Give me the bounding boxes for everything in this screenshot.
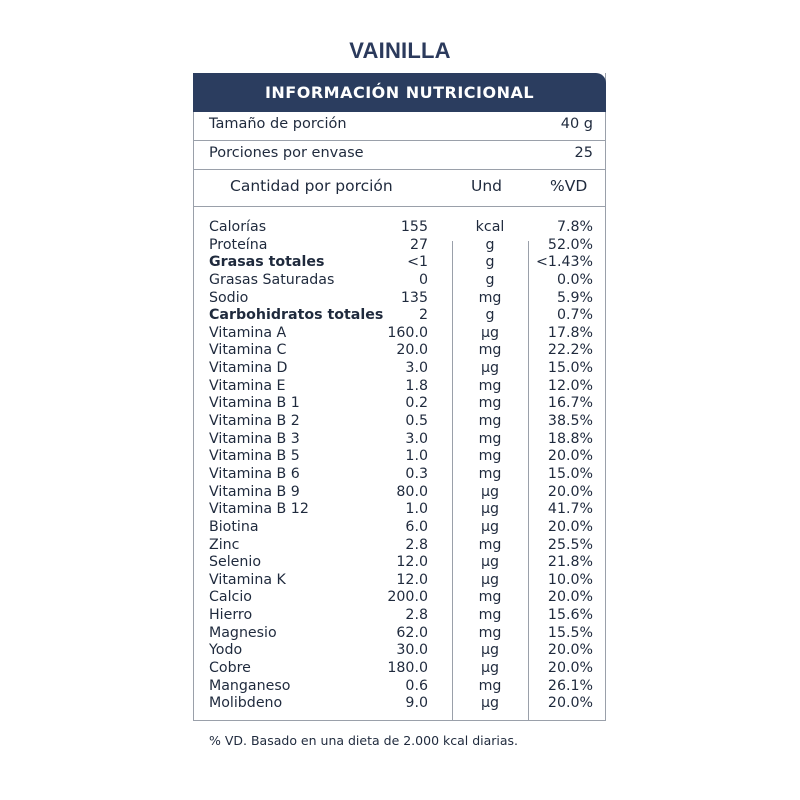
dv-column-header: %VD [550, 177, 588, 195]
nutrient-row [194, 272, 605, 290]
nutrient-unit: µg [480, 660, 500, 677]
nutrient-row [194, 448, 605, 466]
nutrient-dv: <1.43% [536, 254, 593, 271]
nutrient-dv: 20.0% [547, 589, 593, 606]
nutrient-amount: 2 [418, 307, 428, 324]
nutrient-name: Vitamina B 6 [209, 465, 300, 482]
nutrient-name: Molibdeno [209, 695, 283, 712]
nutrient-unit: µg [480, 360, 500, 377]
nutrient-unit: mg [478, 377, 502, 394]
nutrient-dv: 12.0% [547, 377, 593, 394]
nutrient-amount: 12.0 [396, 571, 428, 588]
nutrient-row [194, 219, 605, 237]
nutrient-unit: g [485, 271, 495, 288]
nutrient-row [194, 678, 605, 696]
nutrient-amount: 200.0 [387, 589, 428, 606]
nutrient-dv: 0.7% [556, 307, 593, 324]
nutrient-unit: µg [480, 501, 500, 518]
amount-column-header: Cantidad por porción [230, 177, 393, 195]
nutrient-unit: mg [478, 589, 502, 606]
nutrient-amount: <1 [407, 254, 428, 271]
nutrient-row [194, 254, 605, 272]
nutrient-name: Vitamina B 1 [209, 395, 300, 412]
nutrient-unit: mg [478, 448, 502, 465]
servings-per-container-row [194, 141, 605, 170]
nutrient-unit: mg [478, 395, 502, 412]
nutrient-dv: 7.8% [556, 219, 593, 235]
nutrient-list [194, 219, 605, 713]
nutrient-name: Yodo [209, 642, 243, 659]
nutrient-row [194, 501, 605, 519]
nutrient-name: Vitamina E [209, 377, 286, 394]
nutrient-amount: 30.0 [396, 642, 428, 659]
nutrient-name: Vitamina B 9 [209, 483, 300, 500]
nutrient-name: Hierro [209, 607, 253, 624]
nutrient-unit: mg [478, 342, 502, 359]
nutrient-row [194, 413, 605, 431]
nutrient-unit: mg [478, 536, 502, 553]
nutrient-unit: g [485, 236, 495, 253]
nutrient-unit: g [485, 307, 495, 324]
nutrient-unit: mg [478, 430, 502, 447]
nutrient-name: Magnesio [209, 624, 277, 641]
nutrient-amount: 155 [400, 219, 428, 235]
nutrient-dv: 38.5% [547, 413, 593, 430]
nutrient-dv: 52.0% [547, 236, 593, 253]
nutrient-row [194, 572, 605, 590]
nutrient-unit: mg [478, 607, 502, 624]
nutrient-row [194, 378, 605, 396]
nutrient-row [194, 484, 605, 502]
nutrient-dv: 41.7% [547, 501, 593, 518]
column-header-row [194, 170, 605, 207]
nutrient-dv: 18.8% [547, 430, 593, 447]
nutrient-amount: 2.8 [405, 536, 428, 553]
nutrient-amount: 1.8 [405, 377, 428, 394]
servings-per-container-value: 25 [574, 145, 593, 161]
nutrient-row [194, 360, 605, 378]
nutrient-name: Sodio [209, 289, 249, 306]
nutrient-dv: 10.0% [547, 571, 593, 588]
nutrient-dv: 20.0% [547, 642, 593, 659]
nutrient-dv: 0.0% [556, 271, 593, 288]
nutrient-unit: µg [480, 571, 500, 588]
nutrient-unit: mg [478, 624, 502, 641]
nutrient-row [194, 342, 605, 360]
nutrient-name: Vitamina K [209, 571, 286, 588]
nutrient-amount: 3.0 [405, 360, 428, 377]
nutrient-unit: g [485, 254, 495, 271]
product-title: VAINILLA [349, 38, 451, 63]
nutrition-facts-panel [193, 73, 606, 721]
nutrient-row [194, 554, 605, 572]
nutrient-dv: 25.5% [547, 536, 593, 553]
nutrient-unit: mg [478, 677, 502, 694]
nutrient-dv: 20.0% [547, 448, 593, 465]
nutrient-amount: 6.0 [405, 518, 428, 535]
nutrient-name: Calorías [209, 219, 267, 235]
nutrient-amount: 160.0 [387, 324, 428, 341]
nutrient-row [194, 325, 605, 343]
nutrient-amount: 1.0 [405, 501, 428, 518]
nutrient-name: Carbohidratos totales [209, 307, 384, 324]
nutrient-amount: 0.2 [405, 395, 428, 412]
nutrient-amount: 135 [400, 289, 428, 306]
nutrient-row [194, 290, 605, 308]
nutrient-unit: µg [480, 554, 500, 571]
nutrient-amount: 1.0 [405, 448, 428, 465]
nutrient-unit: mg [478, 465, 502, 482]
nutrient-dv: 15.0% [547, 360, 593, 377]
nutrient-dv: 15.0% [547, 465, 593, 482]
nutrient-name: Vitamina B 3 [209, 430, 300, 447]
nutrient-name: Vitamina D [209, 360, 288, 377]
nutrient-unit: µg [480, 518, 500, 535]
nutrient-unit: µg [480, 642, 500, 659]
nutrient-amount: 12.0 [396, 554, 428, 571]
nutrient-name: Proteína [209, 236, 268, 253]
nutrient-row [194, 660, 605, 678]
nutrient-row [194, 466, 605, 484]
nutrient-dv: 20.0% [547, 483, 593, 500]
nutrient-dv: 26.1% [547, 677, 593, 694]
nutrient-row [194, 395, 605, 413]
nutrient-row [194, 625, 605, 643]
nutrient-name: Vitamina B 5 [209, 448, 300, 465]
nutrient-name: Manganeso [209, 677, 291, 694]
nutrient-amount: 80.0 [396, 483, 428, 500]
nutrient-unit: µg [480, 324, 500, 341]
nutrient-name: Grasas totales [209, 254, 325, 271]
nutrient-name: Grasas Saturadas [209, 271, 335, 288]
nutrient-name: Vitamina B 12 [209, 501, 309, 518]
nutrient-name: Selenio [209, 554, 262, 571]
nutrient-row [194, 431, 605, 449]
nutrient-dv: 20.0% [547, 695, 593, 712]
nutrient-name: Biotina [209, 518, 259, 535]
serving-size-value: 40 g [560, 116, 593, 132]
nutrient-amount: 0.5 [405, 413, 428, 430]
nutrient-row [194, 537, 605, 555]
panel-header: INFORMACIÓN NUTRICIONAL [193, 73, 606, 112]
nutrient-amount: 180.0 [387, 660, 428, 677]
nutrient-name: Vitamina C [209, 342, 287, 359]
nutrient-dv: 16.7% [547, 395, 593, 412]
nutrient-dv: 21.8% [547, 554, 593, 571]
nutrient-amount: 20.0 [396, 342, 428, 359]
unit-column-header: Und [471, 177, 503, 195]
nutrient-name: Vitamina B 2 [209, 413, 300, 430]
nutrient-name: Cobre [209, 660, 251, 677]
nutrient-amount: 0 [418, 271, 428, 288]
nutrient-amount: 0.6 [405, 677, 428, 694]
nutrient-row [194, 237, 605, 255]
nutrient-amount: 62.0 [396, 624, 428, 641]
nutrient-name: Zinc [209, 536, 240, 553]
nutrient-name: Calcio [209, 589, 252, 606]
nutrient-unit: µg [480, 695, 500, 712]
nutrient-unit: mg [478, 289, 502, 306]
nutrient-amount: 2.8 [405, 607, 428, 624]
nutrient-dv: 22.2% [547, 342, 593, 359]
nutrient-row [194, 607, 605, 625]
nutrient-dv: 15.5% [547, 624, 593, 641]
serving-size-row [194, 112, 605, 141]
nutrient-amount: 27 [409, 236, 428, 253]
nutrient-dv: 20.0% [547, 660, 593, 677]
nutrient-row [194, 589, 605, 607]
nutrient-row [194, 695, 605, 713]
nutrient-amount: 9.0 [405, 695, 428, 712]
nutrient-row [194, 642, 605, 660]
servings-per-container-label: Porciones por envase [209, 145, 364, 161]
serving-size-label: Tamaño de porción [209, 116, 347, 132]
nutrient-dv: 20.0% [547, 518, 593, 535]
nutrient-dv: 17.8% [547, 324, 593, 341]
nutrient-row [194, 519, 605, 537]
nutrient-dv: 5.9% [556, 289, 593, 306]
nutrient-unit: µg [480, 483, 500, 500]
nutrient-dv: 15.6% [547, 607, 593, 624]
nutrient-unit: kcal [475, 219, 505, 235]
footnote: % VD. Basado en una dieta de 2.000 kcal diarias. [209, 733, 519, 748]
nutrient-amount: 3.0 [405, 430, 428, 447]
nutrient-unit: mg [478, 413, 502, 430]
nutrient-name: Vitamina A [209, 324, 287, 341]
nutrient-amount: 0.3 [405, 465, 428, 482]
nutrient-row [194, 307, 605, 325]
